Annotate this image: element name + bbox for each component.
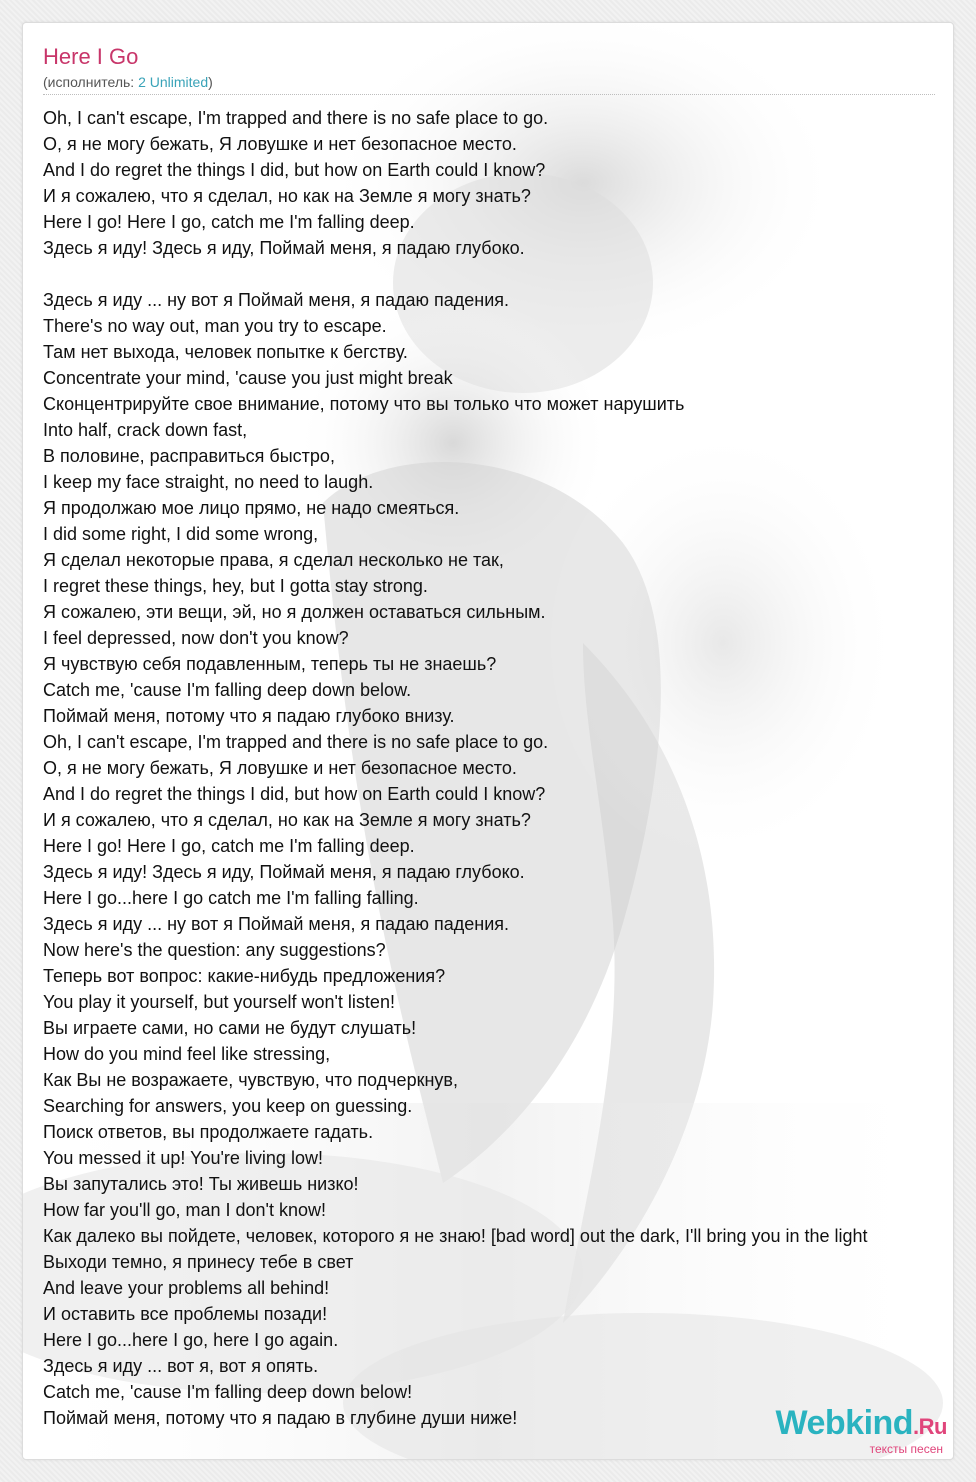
lyric-line: Здесь я иду! Здесь я иду, Поймай меня, я падаю глубоко.: [43, 238, 525, 258]
lyric-line: Вы играете сами, но сами не будут слушать!: [43, 1018, 417, 1038]
lyric-line: I did some right, I did some wrong,: [43, 524, 319, 544]
lyric-line: You play it yourself, but yourself won't listen!: [43, 992, 395, 1012]
lyric-line: И я сожалею, что я сделал, но как на Земле я могу знать?: [43, 810, 531, 830]
stanza-gap: [43, 261, 954, 287]
artist-line: [43, 73, 935, 91]
lyric-line: Searching for answers, you keep on guessing.: [43, 1096, 413, 1116]
lyric-line: Into half, crack down fast,: [43, 420, 248, 440]
lyric-line: Как далеко вы пойдете, человек, которого я не знаю! [bad word] out the dark, I'll bring you in the light: [43, 1226, 868, 1246]
lyric-line: Теперь вот вопрос: какие-нибудь предложения?: [43, 966, 446, 986]
lyric-line: And leave your problems all behind!: [43, 1278, 330, 1298]
lyric-line: Я сожалею, эти вещи, эй, но я должен оставаться сильным.: [43, 602, 546, 622]
lyric-line: Я чувствую себя подавленным, теперь ты не знаешь?: [43, 654, 497, 674]
lyric-line: How far you'll go, man I don't know!: [43, 1200, 327, 1220]
lyric-line: В половине, расправиться быстро,: [43, 446, 335, 466]
lyric-line: Now here's the question: any suggestions?: [43, 940, 386, 960]
lyrics-block-1: [43, 105, 954, 261]
song-title: Here I Go: [43, 44, 139, 69]
lyric-line: Здесь я иду ... ну вот я Поймай меня, я падаю падения.: [43, 914, 510, 934]
lyric-line: Здесь я иду ... вот я, вот я опять.: [43, 1356, 319, 1376]
lyric-line: И я сожалею, что я сделал, но как на Земле я могу знать?: [43, 186, 531, 206]
song-header: [43, 43, 935, 91]
lyric-line: Я сделал некоторые права, я сделал несколько не так,: [43, 550, 504, 570]
lyric-line: Вы запутались это! Ты живешь низко!: [43, 1174, 359, 1194]
lyric-line: Здесь я иду! Здесь я иду, Поймай меня, я падаю глубоко.: [43, 862, 525, 882]
lyric-line: Поймай меня, потому что я падаю в глубине души ниже!: [43, 1408, 518, 1428]
lyric-line: Сконцентрируйте свое внимание, потому что вы только что может нарушить: [43, 394, 685, 414]
artist-link[interactable]: 2 Unlimited: [138, 74, 209, 90]
lyric-line: Здесь я иду ... ну вот я Поймай меня, я падаю падения.: [43, 290, 510, 310]
lyric-line: You messed it up! You're living low!: [43, 1148, 323, 1168]
lyric-line: How do you mind feel like stressing,: [43, 1044, 331, 1064]
artist-suffix: ): [208, 74, 213, 90]
lyric-line: Here I go! Here I go, catch me I'm falling deep.: [43, 836, 415, 856]
lyric-line: And I do regret the things I did, but how on Earth could I know?: [43, 160, 546, 180]
lyric-line: I regret these things, hey, but I gotta stay strong.: [43, 576, 428, 596]
logo-wordmark: Webkind.Ru: [775, 1404, 947, 1442]
lyric-line: There's no way out, man you try to escape.: [43, 316, 387, 336]
lyric-line: Поймай меня, потому что я падаю глубоко внизу.: [43, 706, 455, 726]
lyric-line: Catch me, 'cause I'm falling deep down below!: [43, 1382, 413, 1402]
lyric-line: Поиск ответов, вы продолжаете гадать.: [43, 1122, 374, 1142]
lyric-line: Выходи темно, я принесу тебе в свет: [43, 1252, 354, 1272]
artist-prefix: (исполнитель:: [43, 74, 139, 90]
header-divider: [43, 94, 935, 95]
lyric-line: Я продолжаю мое лицо прямо, не надо смеяться.: [43, 498, 460, 518]
lyric-line: О, я не могу бежать, Я ловушке и нет безопасное место.: [43, 758, 517, 778]
lyric-line: And I do regret the things I did, but how on Earth could I know?: [43, 784, 546, 804]
lyrics-block-2: [43, 287, 954, 1431]
lyric-line: Here I go! Here I go, catch me I'm falling deep.: [43, 212, 415, 232]
lyric-line: I keep my face straight, no need to laugh.: [43, 472, 374, 492]
lyric-line: Concentrate your mind, 'cause you just might break: [43, 368, 453, 388]
lyric-line: Oh, I can't escape, I'm trapped and there is no safe place to go.: [43, 108, 549, 128]
logo-tagline: тексты песен: [869, 1442, 943, 1456]
lyric-line: I feel depressed, now don't you know?: [43, 628, 349, 648]
lyrics-card: [22, 22, 954, 1460]
lyric-line: Here I go...here I go catch me I'm falling falling.: [43, 888, 419, 908]
lyric-line: Here I go...here I go, here I go again.: [43, 1330, 339, 1350]
lyric-line: Там нет выхода, человек попытке к бегству.: [43, 342, 408, 362]
webkind-logo[interactable]: [776, 1405, 948, 1455]
lyric-line: Oh, I can't escape, I'm trapped and there is no safe place to go.: [43, 732, 549, 752]
lyric-line: И оставить все проблемы позади!: [43, 1304, 328, 1324]
lyrics-text: [43, 105, 954, 1431]
lyric-line: О, я не могу бежать, Я ловушке и нет безопасное место.: [43, 134, 517, 154]
lyric-line: Как Вы не возражаете, чувствую, что подчеркнув,: [43, 1070, 458, 1090]
lyric-line: Catch me, 'cause I'm falling deep down below.: [43, 680, 412, 700]
